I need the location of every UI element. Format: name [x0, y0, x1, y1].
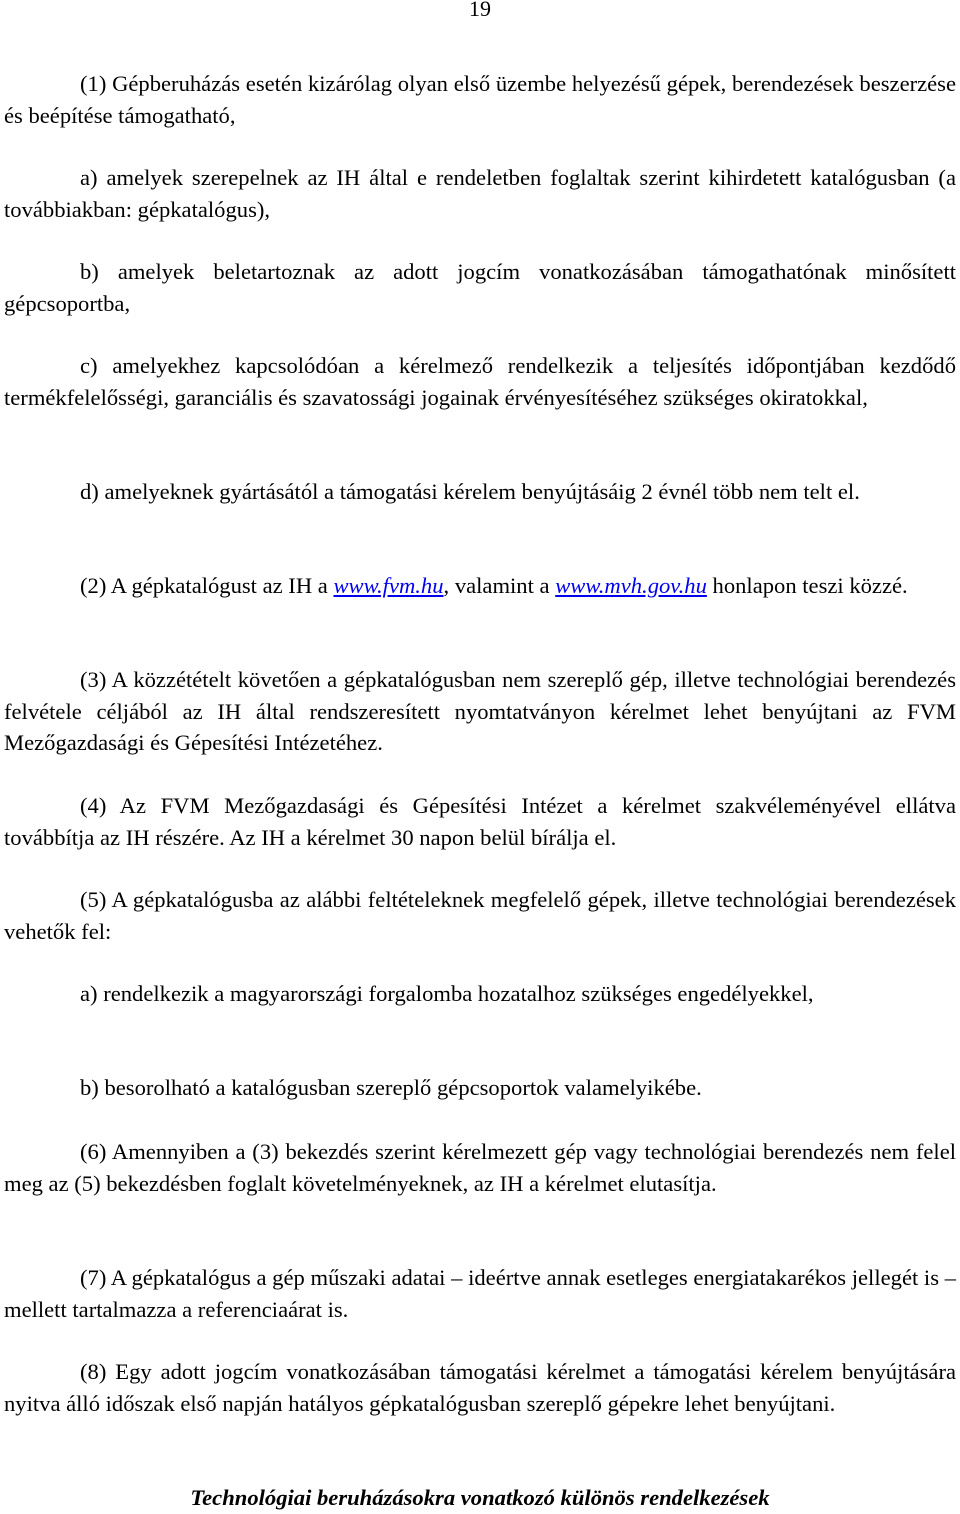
paragraph-2 [4, 570, 956, 602]
paragraph-8: (8) Egy adott jogcím vonatkozásában támogatási kérelmet a támogatási kérelem benyújtására nyitva álló időszak első napján hatályos gépkatalógusban szereplő gépekre lehet benyújtani. [4, 1359, 956, 1416]
mvh-link[interactable]: www.mvh.gov.hu [555, 573, 707, 598]
page-number: 19 [469, 0, 491, 21]
paragraph-2-text-after: honlapon teszi közzé. [706, 573, 908, 598]
paragraph-1-d: d) amelyeknek gyártásától a támogatási kérelem benyújtásáig 2 évnél több nem telt el. [80, 479, 860, 504]
paragraph-1-a: a) amelyek szerepelnek az IH által e rendeletben foglaltak szerint kihirdetett katalógusban (a továbbiakban: gépkatalógus), [4, 165, 956, 222]
paragraph-2-text-before: (2) A gépkatalógust az IH a [80, 573, 334, 598]
paragraph-5-a: a) rendelkezik a magyarországi forgalomba hozatalhoz szükséges engedélyekkel, [80, 981, 814, 1006]
paragraph-1-c: c) amelyekhez kapcsolódóan a kérelmező rendelkezik a teljesítés időpontjában kezdődő termékfelelősségi, garanciális és szavatossági jogainak érvényesítéséhez szükséges okiratokkal, [4, 353, 956, 410]
paragraph-3: (3) A közzétételt követően a gépkatalógusban nem szereplő gép, illetve technológiai berendezés felvétele céljából az IH által rendszeresített nyomtatványon kérelmet lehet benyújtani az FVM Mezőgazdasági és Gépesítési Intézetéhez. [4, 667, 956, 755]
paragraph-2-text-middle: , valamint a [443, 573, 556, 598]
section-heading: Technológiai beruházásokra vonatkozó különös rendelkezések [190, 1485, 770, 1510]
paragraph-5-b: b) besorolható a katalógusban szereplő gépcsoportok valamelyikébe. [80, 1075, 702, 1100]
paragraph-6: (6) Amennyiben a (3) bekezdés szerint kérelmezett gép vagy technológiai berendezés nem felel meg az (5) bekezdésben foglalt követelményeknek, az IH a kérelmet elutasítja. [4, 1139, 956, 1196]
paragraph-4: (4) Az FVM Mezőgazdasági és Gépesítési Intézet a kérelmet szakvéleményével ellátva továbbítja az IH részére. Az IH a kérelmet 30 napon belül bírálja el. [4, 793, 956, 850]
fvm-link[interactable]: www.fvm.hu [333, 573, 444, 598]
paragraph-5: (5) A gépkatalógusba az alábbi feltételeknek megfelelő gépek, illetve technológiai berendezések vehetők fel: [4, 887, 956, 944]
paragraph-1: (1) Gépberuházás esetén kizárólag olyan első üzembe helyezésű gépek, berendezések beszerzése és beépítése támogatható, [4, 71, 956, 128]
paragraph-7: (7) A gépkatalógus a gép műszaki adatai – ideértve annak esetleges energiatakarékos jellegét is – mellett tartalmazza a referenciaárat is. [4, 1265, 956, 1322]
paragraph-1-b: b) amelyek beletartoznak az adott jogcím vonatkozásában támogathatónak minősített gépcsoportba, [4, 259, 956, 316]
